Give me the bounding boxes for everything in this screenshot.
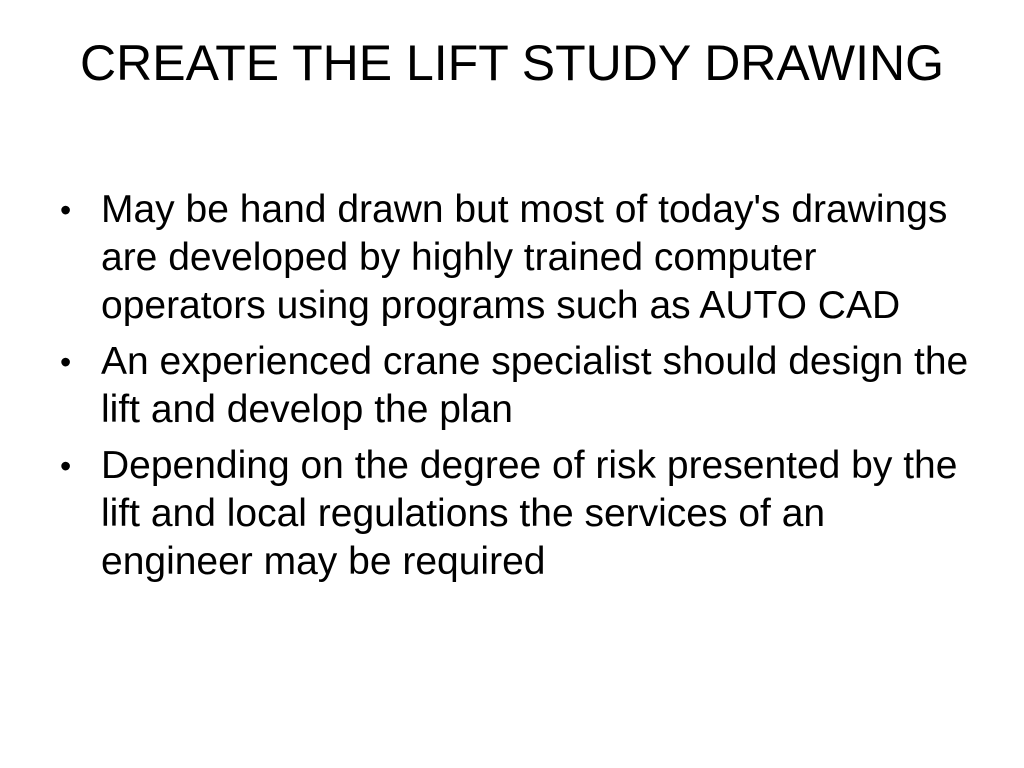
bullet-icon: •	[60, 192, 72, 228]
bullet-list	[58, 186, 978, 594]
bullet-item	[58, 442, 978, 586]
bullet-item	[58, 186, 978, 330]
bullet-text: Depending on the degree of risk presented by the lift and local regulations the services of an engineer may be required	[101, 444, 958, 583]
bullet-icon: •	[60, 448, 72, 484]
bullet-text: An experienced crane specialist should design the lift and develop the plan	[101, 340, 969, 431]
slide-title: CREATE THE LIFT STUDY DRAWING	[80, 35, 944, 91]
bullet-text: May be hand drawn but most of today's drawings are developed by highly trained computer operators using programs such as AUTO CAD	[101, 188, 948, 327]
bullet-item	[58, 338, 978, 434]
bullet-icon: •	[60, 344, 72, 380]
